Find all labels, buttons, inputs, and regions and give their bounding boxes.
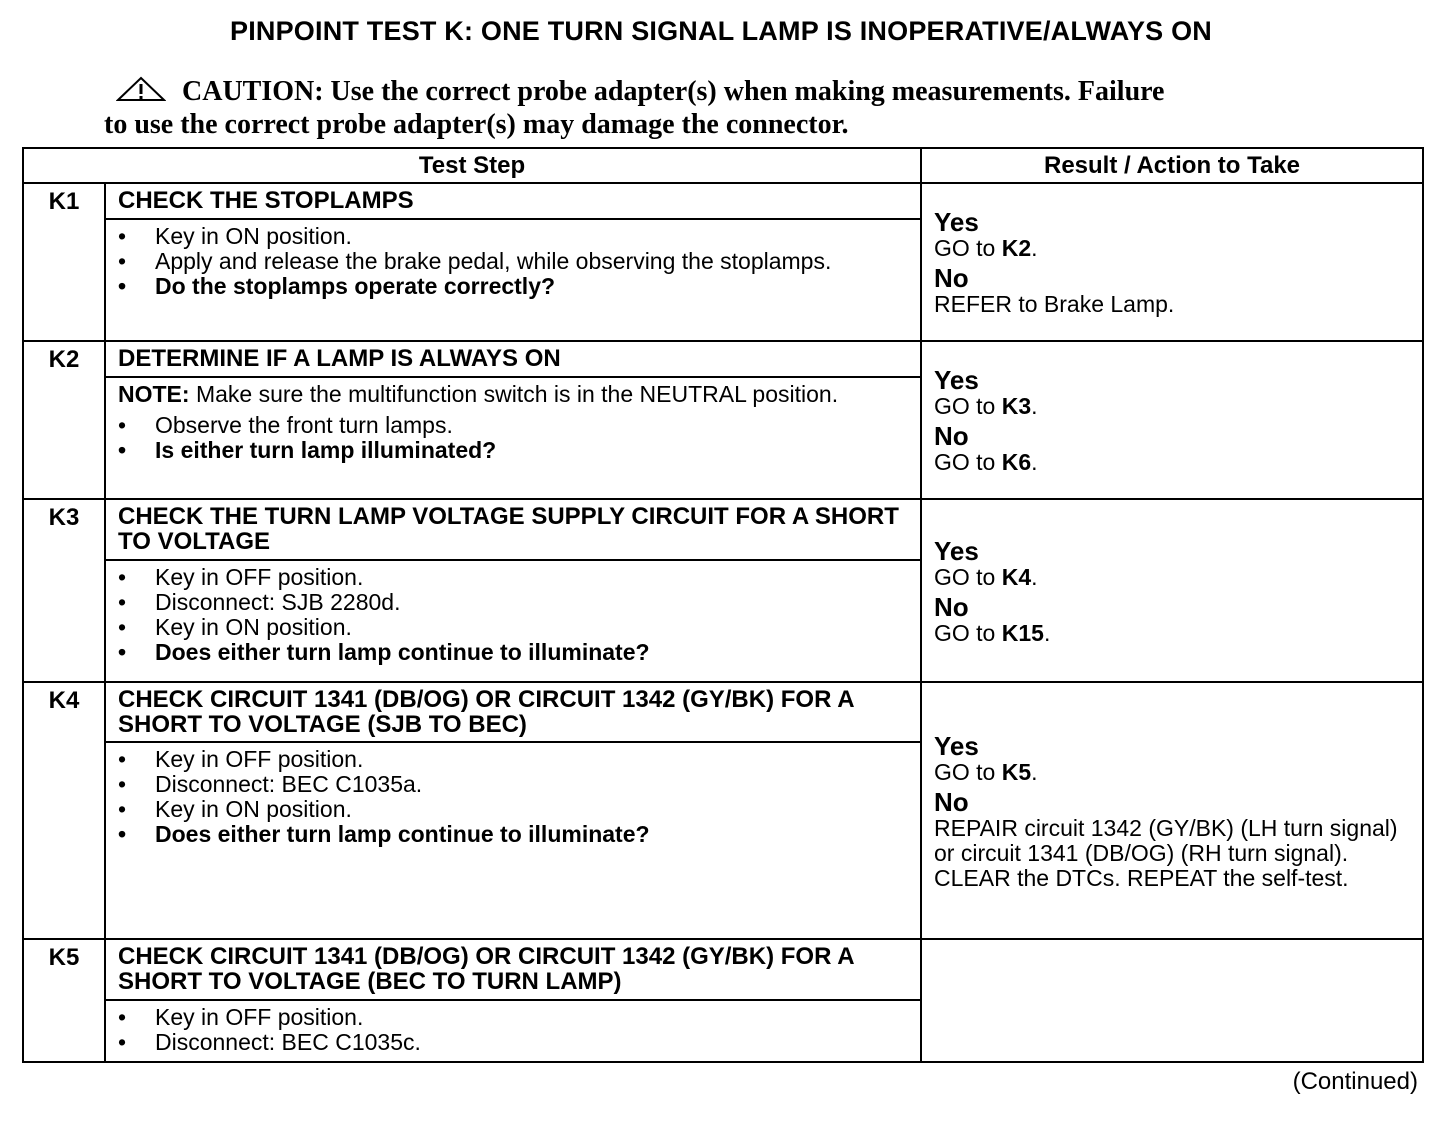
step-question: • Does either turn lamp continue to illuminate?	[118, 640, 908, 665]
result-yes-label: Yes	[934, 730, 979, 761]
result-yes-label: Yes	[934, 535, 979, 566]
step-body	[105, 1000, 921, 1062]
step-body	[105, 560, 921, 682]
step-body	[105, 219, 921, 341]
list-item: • Disconnect: BEC C1035c.	[118, 1030, 908, 1055]
step-id: K4	[23, 682, 105, 742]
result-no-label: No	[934, 263, 969, 293]
step-heading: CHECK CIRCUIT 1341 (DB/OG) OR CIRCUIT 1342 (GY/BK) FOR A SHORT TO VOLTAGE (BEC TO TURN LAMP)	[105, 939, 921, 1000]
result-no-label: No	[934, 421, 969, 451]
result-no-label: No	[934, 786, 969, 817]
list-item: • Key in OFF position.	[118, 1005, 908, 1030]
column-header-test-step: Test Step	[23, 148, 921, 183]
result-no-action: GO to K6.	[934, 449, 1038, 475]
caution-line-1: CAUTION: Use the correct probe adapter(s) when making measurements. Failure	[182, 76, 1165, 107]
step-heading: DETERMINE IF A LAMP IS ALWAYS ON	[105, 341, 921, 377]
result-yes-action: GO to K4.	[934, 563, 1038, 590]
result-no-action: GO to K15.	[934, 619, 1051, 646]
step-heading: CHECK THE STOPLAMPS	[105, 183, 921, 219]
result-no-label: No	[934, 591, 969, 622]
page-title: PINPOINT TEST K: ONE TURN SIGNAL LAMP IS INOPERATIVE/ALWAYS ON	[229, 16, 1212, 46]
result-no-action: REFER to Brake Lamp.	[934, 291, 1175, 317]
step-result	[921, 682, 1423, 939]
step-body	[105, 377, 921, 499]
step-heading: CHECK THE TURN LAMP VOLTAGE SUPPLY CIRCUIT FOR A SHORT TO VOLTAGE	[105, 499, 921, 560]
step-result	[921, 341, 1423, 499]
step-question: • Do the stoplamps operate correctly?	[118, 274, 908, 299]
column-header-result: Result / Action to Take	[921, 148, 1423, 183]
step-id: K5	[23, 939, 105, 1000]
warning-triangle-icon	[116, 76, 166, 109]
step-id: K2	[23, 341, 105, 377]
list-item: • Disconnect: BEC C1035a.	[118, 772, 908, 797]
result-yes-label: Yes	[934, 365, 979, 395]
step-id: K3	[23, 499, 105, 560]
step-question: • Is either turn lamp illuminated?	[118, 438, 908, 463]
caution-line-2: to use the correct probe adapter(s) may damage the connector.	[104, 109, 849, 140]
continued-label: (Continued)	[1292, 1068, 1418, 1095]
result-yes-action: GO to K3.	[934, 393, 1038, 419]
list-item: • Observe the front turn lamps.	[118, 413, 908, 438]
list-item: • Key in ON position.	[118, 224, 908, 249]
result-no-action: REPAIR circuit 1342 (GY/BK) (LH turn signal) or circuit 1341 (DB/OG) (RH turn signal). CLEAR the DTCs. REPEAT the self-test.	[934, 814, 1398, 891]
caution-notice	[104, 76, 1404, 140]
table-header-row	[23, 148, 1423, 183]
list-item: • Key in OFF position.	[118, 747, 908, 772]
step-result	[921, 939, 1423, 1062]
result-yes-action: GO to K2.	[934, 235, 1038, 261]
list-item: • Key in ON position.	[118, 797, 908, 822]
step-result	[921, 499, 1423, 682]
list-item: • Apply and release the brake pedal, while observing the stoplamps.	[118, 249, 908, 274]
list-item: • Key in ON position.	[118, 615, 908, 640]
result-yes-label: Yes	[934, 207, 979, 237]
pinpoint-test-table	[22, 147, 1424, 1063]
step-note: NOTE: Make sure the multifunction switch is in the NEUTRAL position.	[118, 381, 839, 407]
step-body	[105, 742, 921, 939]
step-result	[921, 183, 1423, 341]
list-item: • Disconnect: SJB 2280d.	[118, 590, 908, 615]
step-question: • Does either turn lamp continue to illuminate?	[118, 822, 908, 847]
list-item: • Key in OFF position.	[118, 565, 908, 590]
step-heading: CHECK CIRCUIT 1341 (DB/OG) OR CIRCUIT 1342 (GY/BK) FOR A SHORT TO VOLTAGE (SJB TO BEC)	[105, 682, 921, 742]
step-id: K1	[23, 183, 105, 219]
result-yes-action: GO to K5.	[934, 758, 1038, 785]
